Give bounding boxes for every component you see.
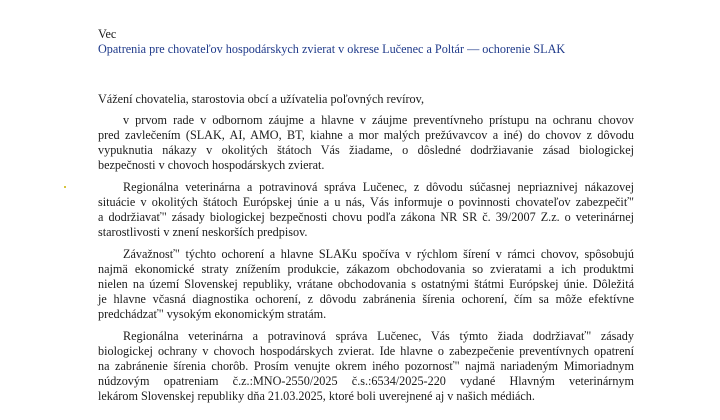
paragraph-1-line: v prvom rade v odbornom záujme a hlavne v záujme preventívneho prístupu na ochranu chovov xyxy=(123,113,634,127)
paragraph-4-line: lekárom Slovenskej republiky dňa 21.03.2025, ktoré boli uverejnené aj v našich médiách. xyxy=(98,389,535,403)
paragraph-3-line: najmä ekonomické straty znížením produkcie, zákazom obchodovania so zvieratami a ich produktmi xyxy=(98,262,634,276)
paragraph-4-line: Regionálna veterinárna a potravinová správa Lučenec, Vás týmto žiada dodržiavať" zásady xyxy=(123,329,634,343)
paragraph-3-line: predchádzať" vysokým ekonomickým stratám. xyxy=(98,307,327,321)
paragraph-3-line: je hlavne včasná diagnostika ochorení, z dôvodu zabránenia šírenia ochorení, čím sa môže efektívne xyxy=(98,292,634,306)
paragraph-4-line: biologickej ochrany v chovoch hospodárskych zvierat. Ide hlavne o zabezpečenie preventívnych opatrení xyxy=(98,344,634,358)
paragraph-1-line: vypuknutia nákazy v okolitých štátoch Vás žiadame, o dôsledné dodržiavanie zásad biologickej xyxy=(98,143,634,157)
paragraph-1-line: bezpečnosti v chovoch hospodárskych zvierat. xyxy=(98,158,325,172)
scan-speck xyxy=(64,186,66,188)
paragraph-2-line: Regionálna veterinárna a potravinová správa Lučenec, z dôvodu súčasnej nepriaznivej nákazovej xyxy=(123,180,634,194)
paragraph-1-line: pred zavlečením (SLAK, AI, AMO, BT, kiahne a mor malých prežúvavcov a iné) do chovov z dôvodu xyxy=(98,128,634,142)
paragraph-3-line: Závažnosť" týchto ochorení a hlavne SLAKu spočíva v rýchlom šírení v rámci chovov, spôsobujú xyxy=(123,247,634,261)
salutation: Vážení chovatelia, starostovia obcí a užívatelia poľovných revírov, xyxy=(98,92,424,106)
paragraph-2-line: starostlivosti v znení neskorších predpisov. xyxy=(98,225,308,239)
paragraph-2-line: situácie v okolitých štátoch Európskej únie a u nás, Vás informuje o povinnosti chovateľov zabezpečiť" xyxy=(98,195,634,209)
vec-label: Vec xyxy=(98,27,117,41)
paragraph-4-line: núdzovým opatreniam č.z.:MNO-2550/2025 č.s.:6534/2025-220 vydané Hlavným veterinárnym xyxy=(98,374,634,388)
paragraph-2-line: a dodržiavať" zásady biologickej bezpečnosti chovu podľa zákona NR SR č. 39/2007 Z.z. o veterinárnej xyxy=(98,210,634,224)
paragraph-3-line: nielen na území Slovenskej republiky, vrátane obchodovania s ostatnými štátmi Európskej únie. Dôležitá xyxy=(98,277,634,291)
paragraph-4-line: na zabránenie šírenia chorôb. Prosím venujte okrem iného pozornosť" najmä nariadeným Mimoriadnym xyxy=(98,359,634,373)
letter-subject: Opatrenia pre chovateľov hospodárskych zvierat v okrese Lučenec a Poltár — ochorenie SLAK xyxy=(98,42,566,56)
